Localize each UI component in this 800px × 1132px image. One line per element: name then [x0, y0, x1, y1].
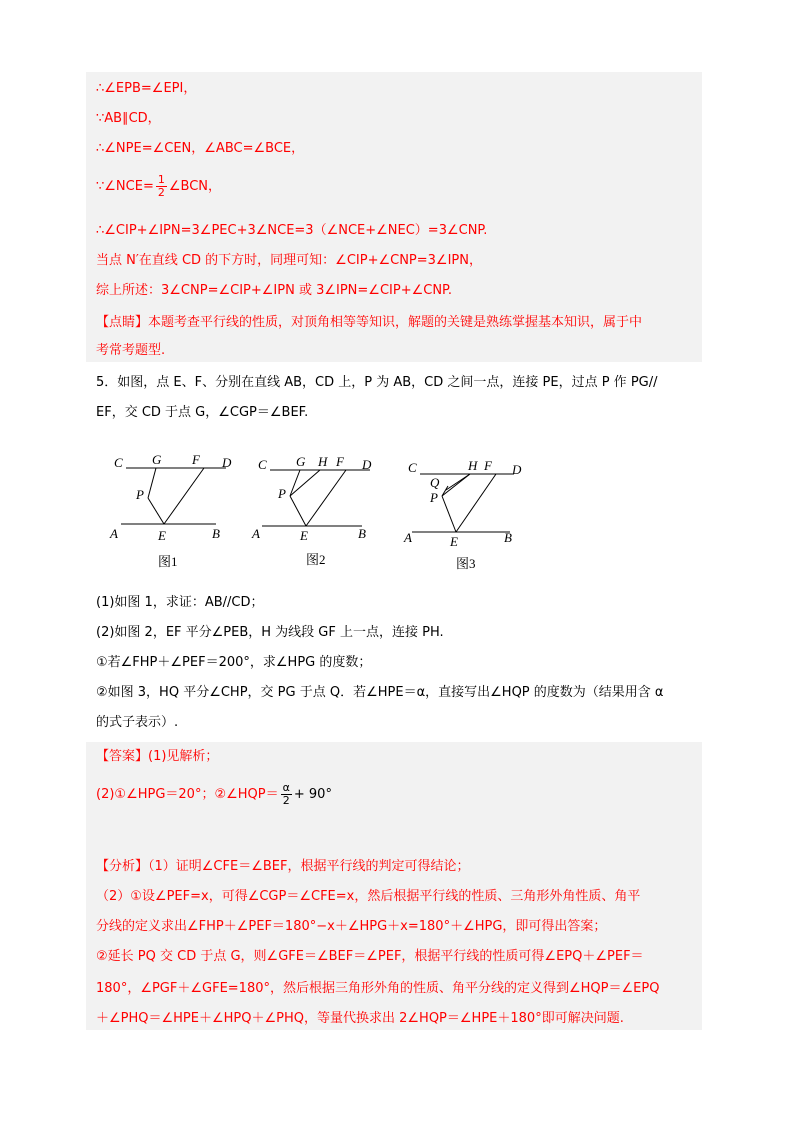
figure-caption: 图3 [456, 556, 476, 571]
proof-line: ∴∠EPB=∠EPI， [96, 81, 197, 96]
fraction-denominator: 2 [157, 186, 165, 199]
problem-statement: 5．如图，点 E、F、分别在直线 AB，CD 上，P 为 AB，CD 之间一点，连接 PE，过点 P 作 PG// [96, 375, 658, 390]
label-B: B [504, 530, 512, 545]
answer-line-fraction [96, 782, 332, 807]
question-line: ①若∠FHP＋∠PEF＝200°，求∠HPG 的度数； [96, 655, 372, 670]
proof-line-fraction [96, 174, 221, 199]
label-H: H [468, 458, 478, 473]
analysis-line: （2）①设∠PEF=x，可得∠CGP＝∠CFE=x，然后根据平行线的性质、三角形外角性质、角平 [96, 889, 641, 904]
label-A: A [110, 526, 118, 541]
fraction-alpha-over-two [281, 782, 292, 807]
label-D: D [362, 457, 372, 472]
figure-2-diagram [250, 448, 380, 578]
label-F: F [192, 452, 200, 467]
analysis-line: 180°，∠PGF＋∠GFE=180°，然后根据三角形外角的性质、角平分线的定义得到∠HQP＝∠EPQ [96, 981, 660, 996]
label-B: B [358, 526, 366, 541]
label-D: D [512, 462, 522, 477]
label-C: C [408, 460, 417, 475]
figure-1 [106, 448, 236, 578]
analysis-line: ②延长 PQ 交 CD 于点 G，则∠GFE＝∠BEF＝∠PEF，根据平行线的性质可得∠EPQ＋∠PEF＝ [96, 949, 644, 964]
answer-text: (2)①∠HPG＝20°；②∠HQP＝ [96, 787, 279, 802]
comment-line: 考常考题型. [96, 343, 166, 358]
question-line: (1)如图 1，求证：AB//CD； [96, 595, 264, 610]
label-E: E [450, 534, 458, 549]
answer-text: + 90° [293, 787, 332, 802]
label-E: E [300, 528, 308, 543]
label-A: A [252, 526, 260, 541]
problem-statement: EF，交 CD 于点 G，∠CGP＝∠BEF. [96, 405, 309, 420]
proof-line: ∵AB∥CD， [96, 111, 161, 126]
proof-line: ∴∠CIP+∠IPN=3∠PEC+3∠NCE=3（∠NCE+∠NEC）=3∠CNP. [96, 223, 488, 238]
label-P: P [136, 487, 144, 502]
analysis-line: ＋∠PHQ＝∠HPE＋∠HPQ＋∠PHQ，等量代换求出 2∠HQP＝∠HPE＋180°即可解决问题. [96, 1011, 624, 1026]
label-G: G [296, 454, 306, 469]
label-C: C [114, 455, 123, 470]
figure-3-diagram [398, 450, 538, 580]
comment-line: 【点睛】本题考查平行线的性质，对顶角相等等知识，解题的关键是熟练掌握基本知识，属于中 [96, 315, 643, 330]
fraction-denominator: 2 [282, 794, 290, 807]
proof-text: ∠BCN， [168, 179, 221, 194]
label-P: P [278, 486, 286, 501]
question-line: (2)如图 2，EF 平分∠PEB，H 为线段 GF 上一点，连接 PH. [96, 625, 444, 640]
proof-text: ∵∠NCE= [96, 179, 154, 194]
label-F: F [336, 454, 344, 469]
label-P: P [430, 490, 438, 505]
analysis-line: 【分析】（1）证明∠CFE＝∠BEF，根据平行线的判定可得结论； [96, 859, 470, 874]
question-line: ②如图 3，HQ 平分∠CHP，交 PG 于点 Q．若∠HPE＝α，直接写出∠HQP 的度数为（结果用含 α [96, 685, 664, 700]
proof-line: 当点 N′在直线 CD 的下方时，同理可知：∠CIP+∠CNP=3∠IPN， [96, 253, 482, 268]
label-D: D [222, 455, 232, 470]
proof-line: ∴∠NPE=∠CEN，∠ABC=∠BCE， [96, 141, 305, 156]
question-line: 的式子表示）. [96, 715, 179, 730]
label-H: H [318, 454, 328, 469]
figure-1-diagram [106, 448, 236, 578]
label-G: G [152, 452, 162, 467]
label-B: B [212, 526, 220, 541]
analysis-line: 分线的定义求出∠FHP＋∠PEF＝180°−x＋∠HPG＋x=180°＋∠HPG，即可得出答案； [96, 919, 607, 934]
label-F: F [484, 458, 492, 473]
figure-2 [250, 448, 380, 578]
fraction-one-half [156, 174, 167, 199]
answer-line: 【答案】(1)见解析； [96, 749, 219, 764]
label-C: C [258, 457, 267, 472]
figure-caption: 图2 [306, 552, 326, 567]
fraction-numerator: 1 [157, 173, 165, 186]
label-E: E [158, 528, 166, 543]
fraction-numerator: α [282, 781, 290, 794]
proof-line: 综上所述：3∠CNP=∠CIP+∠IPN 或 3∠IPN=∠CIP+∠CNP. [96, 283, 452, 298]
figure-3 [398, 450, 538, 580]
label-A: A [404, 530, 412, 545]
figure-caption: 图1 [158, 554, 178, 569]
label-Q: Q [430, 475, 440, 490]
